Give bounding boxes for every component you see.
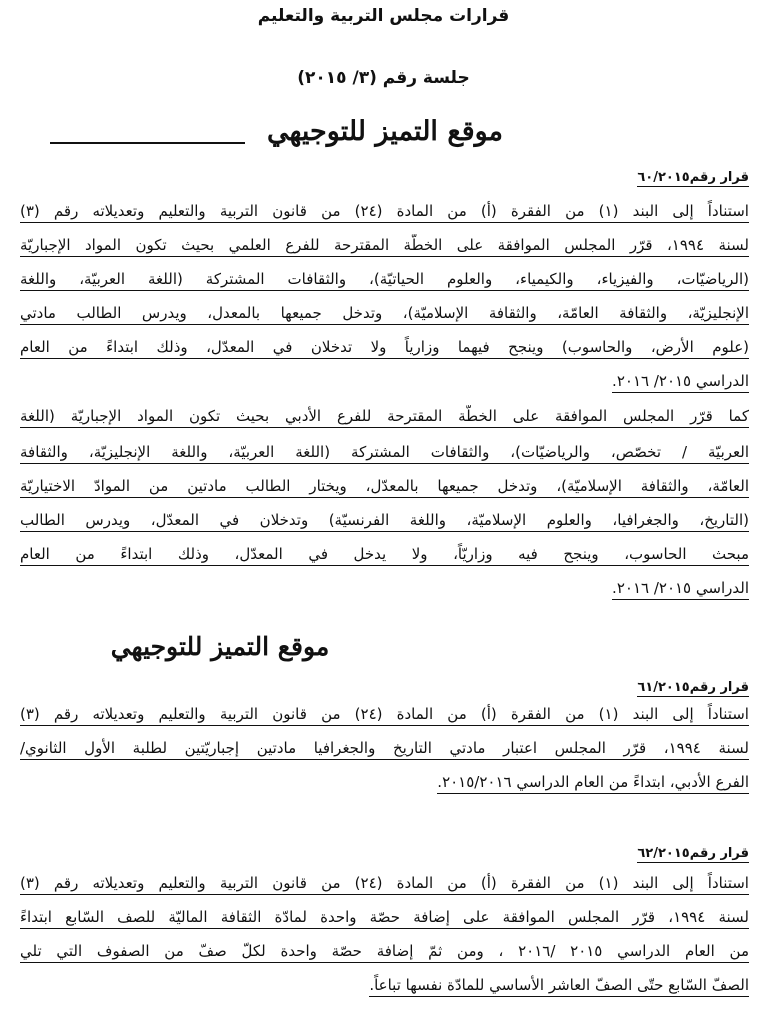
- decision-text-line: الصفّ السّابع حتّى الصفّ العاشر الأساسي للمادّة نفسها تباعاً.: [369, 974, 749, 997]
- watermark-divider: [50, 142, 245, 144]
- decision-text-line: (الرياضيّات، والفيزياء، والكيمياء، والعلوم الحياتيّة)، والثقافات المشتركة (اللغة العربيّة، واللغة: [20, 268, 749, 291]
- watermark-top: موقع التميز للتوجيهي: [266, 116, 504, 147]
- decision-header: قرار رقم٦٠/٢٠١٥: [637, 170, 749, 185]
- decision-text-line: لسنة ١٩٩٤، قرّر المجلس الموافقة على إضافة حصّة واحدة لمادّة الثقافة الماليّة للصف السّابع ابتداءً: [20, 906, 749, 929]
- decision-text-line: العربيّة / تخصّص، والرياضيّات)، والثقافات المشتركة (اللغة العربيّة، واللغة الإنجليزيّة، والثقافة: [20, 441, 749, 464]
- decision-header: قرار رقم٦٢/٢٠١٥: [637, 846, 749, 861]
- decision-text-line: لسنة ١٩٩٤، قرّر المجلس اعتبار مادتي التاريخ والجغرافيا مادتين إجباريّتين لطلبة الأول الثانوي/: [20, 737, 749, 760]
- decision-text-line: الإنجليزيّة، والثقافة العامّة، والثقافة الإسلاميّة)، وتدخل جميعها بالمعدل، ويدرس الطالب مادتي: [20, 302, 749, 325]
- decision-text-line: الدراسي ٢٠١٥/ ٢٠١٦.: [612, 577, 749, 600]
- decision-text-line: استناداً إلى البند (١) من الفقرة (أ) من المادة (٢٤) من قانون التربية والتعليم وتعديلاته رقم (٣): [20, 872, 749, 895]
- document-title: قرارات مجلس التربية والتعليم: [257, 6, 510, 26]
- decision-text-line: العامّة، والثقافة الإسلاميّة)، وتدخل جميعها بالمعدّل، ويختار الطالب مادتين من الموادّ الاختياريّة: [20, 475, 749, 498]
- decision-text-line: الدراسي ٢٠١٥/ ٢٠١٦.: [612, 370, 749, 393]
- decision-text-line: مبحث الحاسوب، وينجح فيه وزاريّاً، ولا يدخل في المعدّل، وذلك ابتداءً من العام: [20, 543, 749, 566]
- watermark-middle: موقع التميز للتوجيهي: [110, 632, 330, 661]
- decision-text-line: لسنة ١٩٩٤، قرّر المجلس الموافقة على الخطّة المقترحة للفرع العلمي بحيث تكون المواد الإجباريّة: [20, 234, 749, 257]
- decision-text-line: (علوم الأرض، والحاسوب) وينجح فيهما وزارياً ولا تدخلان في المعدّل، وذلك ابتداءً من العام: [20, 336, 749, 359]
- decision-text-line: الفرع الأدبي، ابتداءً من العام الدراسي ٢٠١٥/٢٠١٦.: [437, 771, 749, 794]
- decision-text-line: استناداً إلى البند (١) من الفقرة (أ) من المادة (٢٤) من قانون التربية والتعليم وتعديلاته رقم (٣): [20, 200, 749, 223]
- decision-header: قرار رقم٦١/٢٠١٥: [637, 680, 749, 695]
- decision-text-line: (التاريخ، والجغرافيا، والعلوم الإسلاميّة، واللغة الفرنسيّة) وتدخلان في المعدّل، ويدرس الطالب: [20, 509, 749, 532]
- decision-text-line: كما قرّر المجلس الموافقة على الخطّة المقترحة للفرع الأدبي بحيث تكون المواد الإجباريّة (اللغة: [20, 405, 749, 428]
- decision-text-line: استناداً إلى البند (١) من الفقرة (أ) من المادة (٢٤) من قانون التربية والتعليم وتعديلاته رقم (٣): [20, 703, 749, 726]
- decision-text-line: من العام الدراسي ٢٠١٥ /٢٠١٦ ، ومن ثمّ إضافة حصّة واحدة لكلّ صفّ من الصفوف التي تلي: [20, 940, 749, 963]
- session-number: جلسة رقم (٣/ ٢٠١٥): [297, 68, 470, 88]
